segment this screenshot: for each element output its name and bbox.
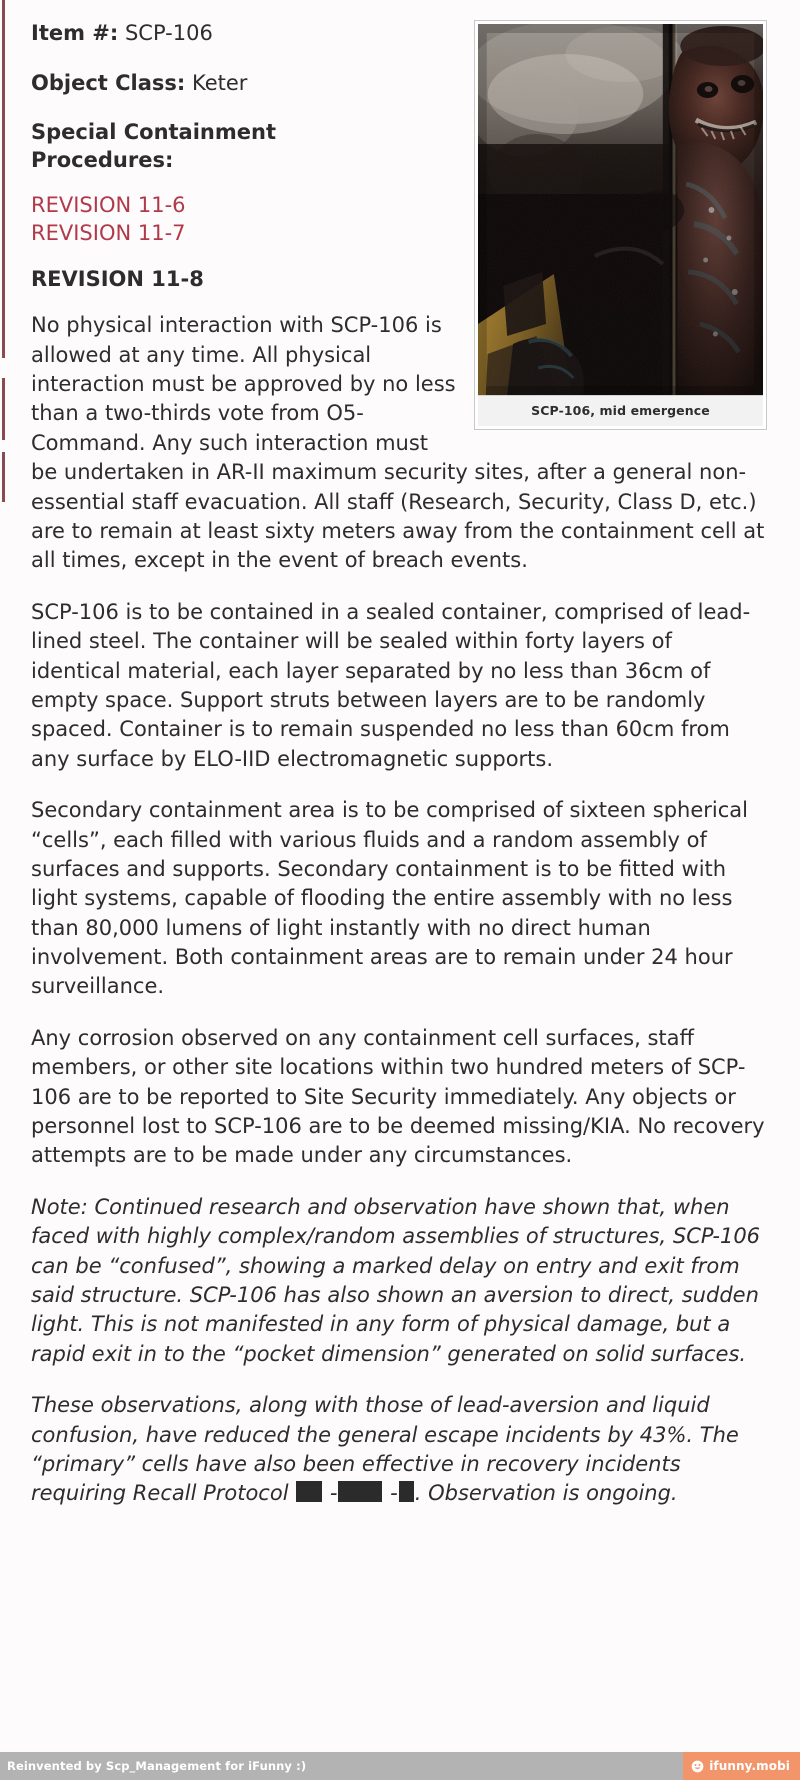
paragraph-note-observations: Note: Continued research and observation have shown that, when faced with highly complex/random assemblies of structures, SCP-106 can be “confused”, showing a marked delay on entry and exit from said structure. SCP-106 has also shown an aversion to direct, sudden light. This is not manifested in any form of physical damage, but a rapid exit in to the “pocket dimension” generated on solid surfaces. [31, 1194, 761, 1366]
revision-current: REVISION 11-8 [31, 267, 204, 292]
final-paragraph-separator-2: - [383, 1481, 398, 1506]
scp-106-figure [474, 20, 767, 430]
revision-superseded-2: REVISION 11-7 [31, 221, 186, 245]
left-edge-rule-segment-2 [2, 378, 5, 440]
paragraph-final-recall-protocol [31, 1391, 767, 1509]
special-containment-procedures-heading: Special Containment Procedures: [31, 120, 276, 173]
paragraph-secondary-containment: Secondary containment area is to be comprised of sixteen spherical “cells”, each filled with various fluids and a random assembly of surfaces and supports. Secondary containment is to be fitted with light systems, capable of flooding the entire assembly with no less than 80,000 lumens of light instantly with no direct human involvement. Both containment areas are to remain under 24 hour surveillance. [31, 798, 748, 999]
figure-caption: SCP-106, mid emergence [478, 395, 763, 426]
item-number-label: Item #: [31, 21, 119, 45]
redaction-block-3 [399, 1481, 414, 1502]
redaction-block-2 [338, 1481, 382, 1502]
smiley-icon [691, 1760, 704, 1773]
paragraph-containment-interaction: No physical interaction with SCP-106 is allowed at any time. All physical interaction must be approved by no less than a two-thirds vote from O5-Command. Any such interaction must be undertaken in AR-II maximum security sites, after a general non-essential staff evacuation. All staff (Research, Security, Class D, etc.) are to remain at least sixty meters away from the containment cell at all times, except in the event of breach events. [31, 313, 765, 573]
scp-106-photograph [478, 24, 763, 395]
final-paragraph-text-part-2: . Observation is ongoing. [414, 1481, 678, 1506]
paragraph-corrosion-reporting: Any corrosion observed on any containment cell surfaces, staff members, or other site locations within two hundred meters of SCP-106 are to be reported to Site Security immediately. Any objects or personnel lost to SCP-106 are to be deemed missing/KIA. No recovery attempts are to be made under any circumstances. [31, 1025, 765, 1168]
item-number-value: SCP-106 [124, 21, 213, 45]
object-class-value: Keter [192, 70, 248, 95]
final-paragraph-separator-1: - [323, 1481, 338, 1506]
footer-bar [0, 1752, 800, 1780]
object-class-label: Object Class: [31, 70, 186, 95]
left-edge-rule-segment-3 [2, 452, 5, 502]
revision-superseded-1: REVISION 11-6 [31, 192, 186, 217]
footer-credit-text: Reinvented by Scp_Management for iFunny :) [7, 1759, 307, 1773]
paragraph-sealed-container: SCP-106 is to be contained in a sealed container, comprised of lead-lined steel. The container will be sealed within forty layers of identical material, each layer separated by no less than 36cm of empty space. Support struts between layers are to be randomly spaced. Container is to remain suspended no less than 60cm from any surface by ELO-IID electromagnetic supports. [31, 599, 751, 771]
ifunny-watermark-badge[interactable] [683, 1752, 800, 1780]
redaction-block-1 [296, 1481, 322, 1502]
ifunny-badge-label: ifunny.mobi [709, 1759, 790, 1773]
left-edge-rule-segment-1 [2, 0, 5, 358]
final-paragraph-text-part-1: These observations, along with those of lead-aversion and liquid confusion, have reduced the general escape incidents by 43%. The “primary” cells have also been effective in recovery incidents requiring Recall Protocol [31, 1393, 739, 1506]
